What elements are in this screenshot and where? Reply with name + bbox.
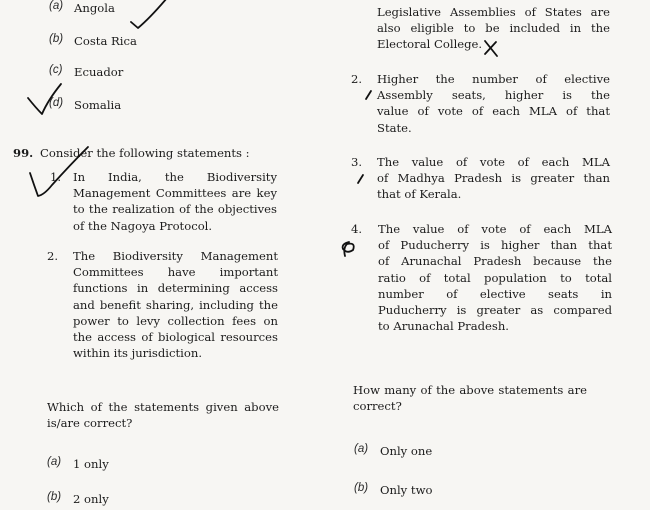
option-label-d: (d) xyxy=(49,97,64,109)
statement-number: 1. xyxy=(50,170,62,184)
option-text-angola[interactable]: Angola xyxy=(74,1,115,15)
question-text: Which of the statements given above is/are correct? xyxy=(47,400,279,431)
option-label-c: (c) xyxy=(49,64,63,76)
check-mark-icon xyxy=(131,0,167,28)
option-label-b: (b) xyxy=(49,33,64,45)
option-label-a: (a) xyxy=(47,456,62,468)
option-only-two: Only two xyxy=(380,483,433,497)
option-label-a: (a) xyxy=(49,0,64,12)
check-mark-icon xyxy=(28,84,64,114)
cross-mark-icon xyxy=(485,41,497,56)
question-number: 99. xyxy=(13,146,34,160)
question-prompt: Consider the following statements : xyxy=(40,146,250,160)
statement-number: 4. xyxy=(351,222,363,236)
slash-mark-icon xyxy=(358,175,363,183)
scribble-mark-icon xyxy=(343,242,354,256)
statement-number: 2. xyxy=(351,72,363,86)
statement-1-tail: Legislative Assemblies of States are also eligible to be included in the Electoral College. xyxy=(377,5,610,52)
slash-mark-icon xyxy=(366,91,371,99)
option-label-b: (b) xyxy=(47,491,62,503)
option-only-one[interactable]: Only one xyxy=(380,444,433,458)
option-text-ecuador[interactable]: Ecuador xyxy=(74,65,124,79)
check-mark-icon xyxy=(30,147,88,196)
statement-number: 2. xyxy=(47,249,59,263)
option-1-only[interactable]: 1 only xyxy=(73,457,109,471)
question-text: How many of the above statements are correct? xyxy=(353,383,587,414)
statement-2-text: Higher the number of elective Assembly seats, higher is the value of vote of each MLA of that State. xyxy=(377,72,610,135)
statement-number: 3. xyxy=(351,155,363,169)
option-label-a: (a) xyxy=(354,443,369,455)
statement-1-text: In India, the Biodiversity Management Committees are key to the realization of the objectives of the Nagoya Protocol. xyxy=(73,170,277,233)
option-label-b: (b) xyxy=(354,482,369,494)
statement-4-text: The value of vote of each MLA of Puducherry is higher than that of Arunachal Pradesh because the ratio of total population to total number of elective seats in Puducherry is greater as compared to Arunachal Pradesh. xyxy=(378,222,612,334)
option-text-costa-rica[interactable]: Costa Rica xyxy=(74,34,137,48)
option-2-only[interactable]: 2 only xyxy=(73,492,109,506)
statement-3-text: The value of vote of each MLA of Madhya Pradesh is greater than that of Kerala. xyxy=(377,155,610,202)
statement-2-text: The Biodiversity Management Committees have important functions in determining access and benefit sharing, including the power to levy collection fees on the access of biological resources within its jurisdiction. xyxy=(73,249,278,361)
option-text-somalia[interactable]: Somalia xyxy=(74,98,122,112)
